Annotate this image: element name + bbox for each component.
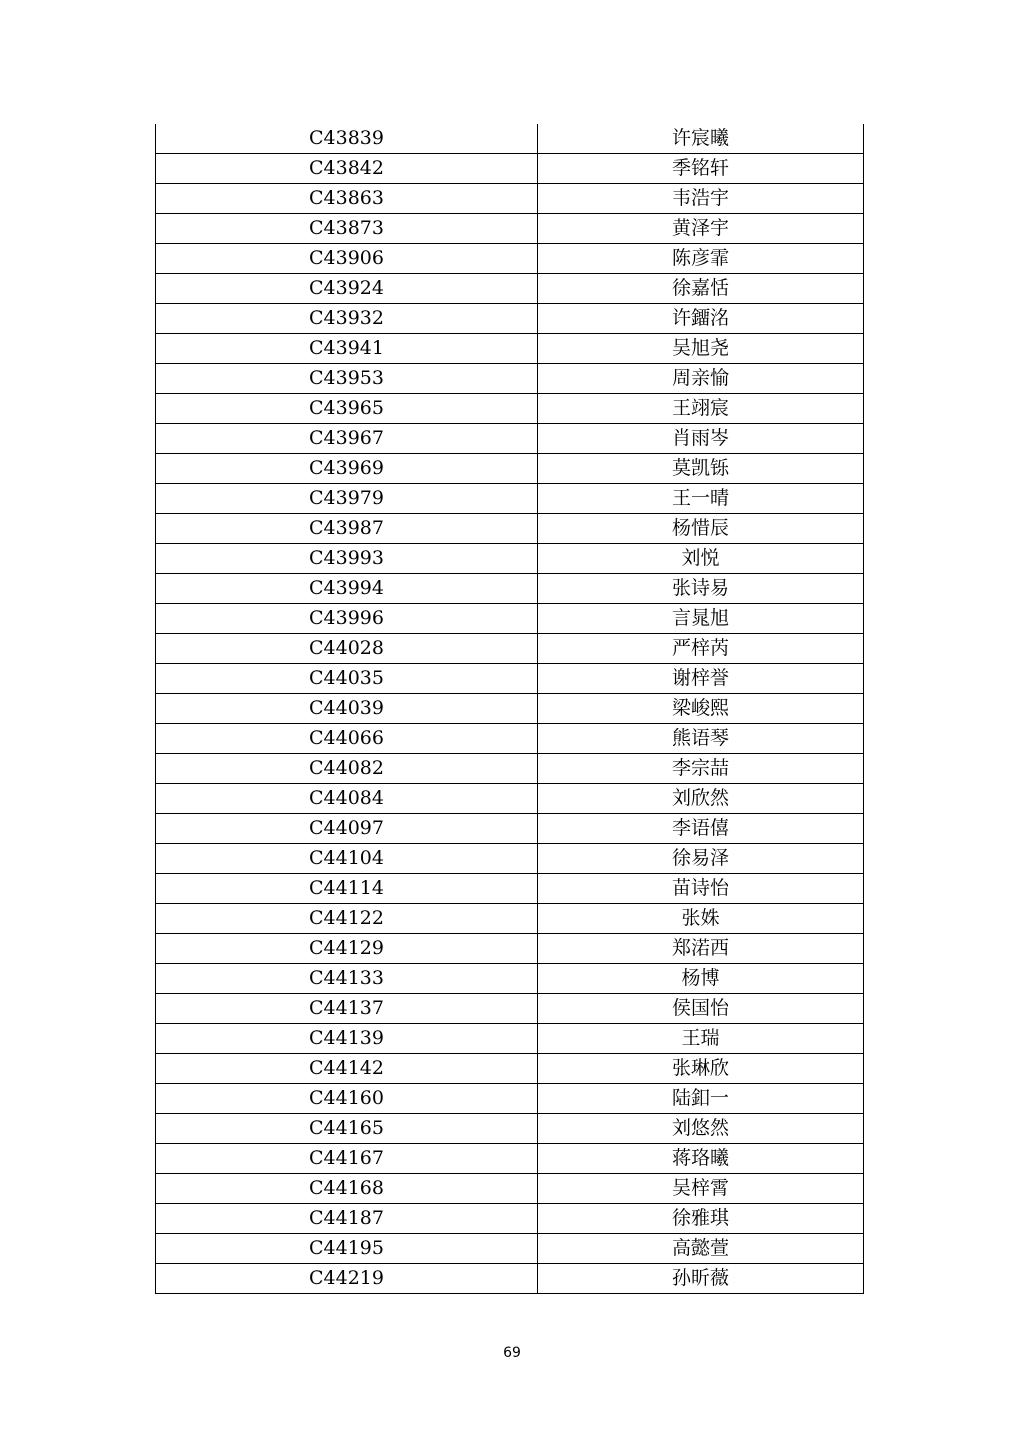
candidate-id-cell: C44104 xyxy=(156,844,538,874)
table-row xyxy=(156,934,864,964)
table-row xyxy=(156,424,864,454)
table-row xyxy=(156,784,864,814)
candidate-id-cell: C44122 xyxy=(156,904,538,934)
table-row xyxy=(156,1264,864,1294)
candidate-id-cell: C44187 xyxy=(156,1204,538,1234)
candidate-id-cell: C44028 xyxy=(156,634,538,664)
candidate-name-cell: 王瑞 xyxy=(538,1024,864,1054)
candidate-name-cell: 谢梓誉 xyxy=(538,664,864,694)
candidate-name-cell: 李宗喆 xyxy=(538,754,864,784)
candidate-id-cell: C44133 xyxy=(156,964,538,994)
table-row xyxy=(156,664,864,694)
candidate-id-cell: C44195 xyxy=(156,1234,538,1264)
candidate-id-cell: C43941 xyxy=(156,334,538,364)
candidate-id-cell: C44082 xyxy=(156,754,538,784)
candidate-id-cell: C44097 xyxy=(156,814,538,844)
table-row xyxy=(156,874,864,904)
candidate-name-cell: 周亲愉 xyxy=(538,364,864,394)
candidate-name-cell: 吴梓霄 xyxy=(538,1174,864,1204)
candidate-id-cell: C43839 xyxy=(156,124,538,154)
candidate-name-cell: 刘悠然 xyxy=(538,1114,864,1144)
table-row xyxy=(156,1024,864,1054)
candidate-id-cell: C43993 xyxy=(156,544,538,574)
candidate-name-cell: 苗诗怡 xyxy=(538,874,864,904)
candidate-name-cell: 杨惜辰 xyxy=(538,514,864,544)
candidate-id-cell: C44219 xyxy=(156,1264,538,1294)
table-row xyxy=(156,634,864,664)
roster-table-body xyxy=(156,124,864,1294)
candidate-id-cell: C43873 xyxy=(156,214,538,244)
candidate-name-cell: 吴旭尧 xyxy=(538,334,864,364)
candidate-id-cell: C43969 xyxy=(156,454,538,484)
table-row xyxy=(156,754,864,784)
table-row xyxy=(156,154,864,184)
candidate-name-cell: 王一晴 xyxy=(538,484,864,514)
candidate-name-cell: 徐嘉恬 xyxy=(538,274,864,304)
table-row xyxy=(156,694,864,724)
table-row xyxy=(156,214,864,244)
table-row xyxy=(156,994,864,1024)
candidate-id-cell: C43932 xyxy=(156,304,538,334)
table-row xyxy=(156,1114,864,1144)
candidate-id-cell: C43924 xyxy=(156,274,538,304)
candidate-name-cell: 孙昕薇 xyxy=(538,1264,864,1294)
candidate-id-cell: C44160 xyxy=(156,1084,538,1114)
candidate-id-cell: C44168 xyxy=(156,1174,538,1204)
table-row xyxy=(156,1084,864,1114)
candidate-id-cell: C44035 xyxy=(156,664,538,694)
candidate-name-cell: 陆釦一 xyxy=(538,1084,864,1114)
table-row xyxy=(156,1234,864,1264)
candidate-name-cell: 季铭轩 xyxy=(538,154,864,184)
candidate-id-cell: C44129 xyxy=(156,934,538,964)
candidate-id-cell: C43863 xyxy=(156,184,538,214)
candidate-name-cell: 许鐂洺 xyxy=(538,304,864,334)
candidate-name-cell: 莫凯铄 xyxy=(538,454,864,484)
table-row xyxy=(156,304,864,334)
candidate-name-cell: 郑渃西 xyxy=(538,934,864,964)
candidate-name-cell: 张琳欣 xyxy=(538,1054,864,1084)
table-row xyxy=(156,394,864,424)
table-row xyxy=(156,1174,864,1204)
candidate-id-cell: C44139 xyxy=(156,1024,538,1054)
candidate-id-cell: C43994 xyxy=(156,574,538,604)
table-row xyxy=(156,1054,864,1084)
candidate-id-cell: C44142 xyxy=(156,1054,538,1084)
candidate-id-cell: C44167 xyxy=(156,1144,538,1174)
candidate-name-cell: 陈彦霏 xyxy=(538,244,864,274)
table-row xyxy=(156,1144,864,1174)
table-row xyxy=(156,484,864,514)
table-row xyxy=(156,844,864,874)
candidate-id-cell: C43987 xyxy=(156,514,538,544)
candidate-id-cell: C44039 xyxy=(156,694,538,724)
candidate-id-cell: C44066 xyxy=(156,724,538,754)
table-row xyxy=(156,274,864,304)
candidate-name-cell: 高懿萱 xyxy=(538,1234,864,1264)
candidate-id-cell: C43979 xyxy=(156,484,538,514)
candidate-name-cell: 张姝 xyxy=(538,904,864,934)
table-row xyxy=(156,514,864,544)
candidate-id-cell: C43906 xyxy=(156,244,538,274)
table-row xyxy=(156,364,864,394)
table-row xyxy=(156,454,864,484)
table-row xyxy=(156,334,864,364)
candidate-name-cell: 杨博 xyxy=(538,964,864,994)
table-row xyxy=(156,124,864,154)
candidate-id-cell: C43842 xyxy=(156,154,538,184)
candidate-id-cell: C43967 xyxy=(156,424,538,454)
candidate-name-cell: 侯国怡 xyxy=(538,994,864,1024)
candidate-name-cell: 言晁旭 xyxy=(538,604,864,634)
table-row xyxy=(156,964,864,994)
candidate-name-cell: 严梓芮 xyxy=(538,634,864,664)
table-row xyxy=(156,814,864,844)
candidate-name-cell: 刘欣然 xyxy=(538,784,864,814)
candidate-name-cell: 蒋珞曦 xyxy=(538,1144,864,1174)
candidate-id-cell: C44137 xyxy=(156,994,538,1024)
table-row xyxy=(156,574,864,604)
candidate-name-cell: 韦浩宇 xyxy=(538,184,864,214)
candidate-id-cell: C44165 xyxy=(156,1114,538,1144)
candidate-name-cell: 许宸曦 xyxy=(538,124,864,154)
table-row xyxy=(156,544,864,574)
candidate-id-cell: C43996 xyxy=(156,604,538,634)
candidate-name-cell: 梁峻熙 xyxy=(538,694,864,724)
roster-table xyxy=(155,124,864,1294)
page-number: 69 xyxy=(503,1345,521,1361)
candidate-id-cell: C44114 xyxy=(156,874,538,904)
candidate-name-cell: 李语僖 xyxy=(538,814,864,844)
table-row xyxy=(156,244,864,274)
candidate-name-cell: 熊语琴 xyxy=(538,724,864,754)
candidate-id-cell: C43953 xyxy=(156,364,538,394)
candidate-name-cell: 肖雨岑 xyxy=(538,424,864,454)
candidate-id-cell: C44084 xyxy=(156,784,538,814)
candidate-name-cell: 张诗易 xyxy=(538,574,864,604)
candidate-name-cell: 徐雅琪 xyxy=(538,1204,864,1234)
candidate-name-cell: 徐易泽 xyxy=(538,844,864,874)
table-row xyxy=(156,184,864,214)
table-row xyxy=(156,904,864,934)
candidate-name-cell: 刘悦 xyxy=(538,544,864,574)
candidate-id-cell: C43965 xyxy=(156,394,538,424)
table-row xyxy=(156,1204,864,1234)
table-row xyxy=(156,724,864,754)
candidate-name-cell: 王翊宸 xyxy=(538,394,864,424)
table-row xyxy=(156,604,864,634)
candidate-name-cell: 黄泽宇 xyxy=(538,214,864,244)
